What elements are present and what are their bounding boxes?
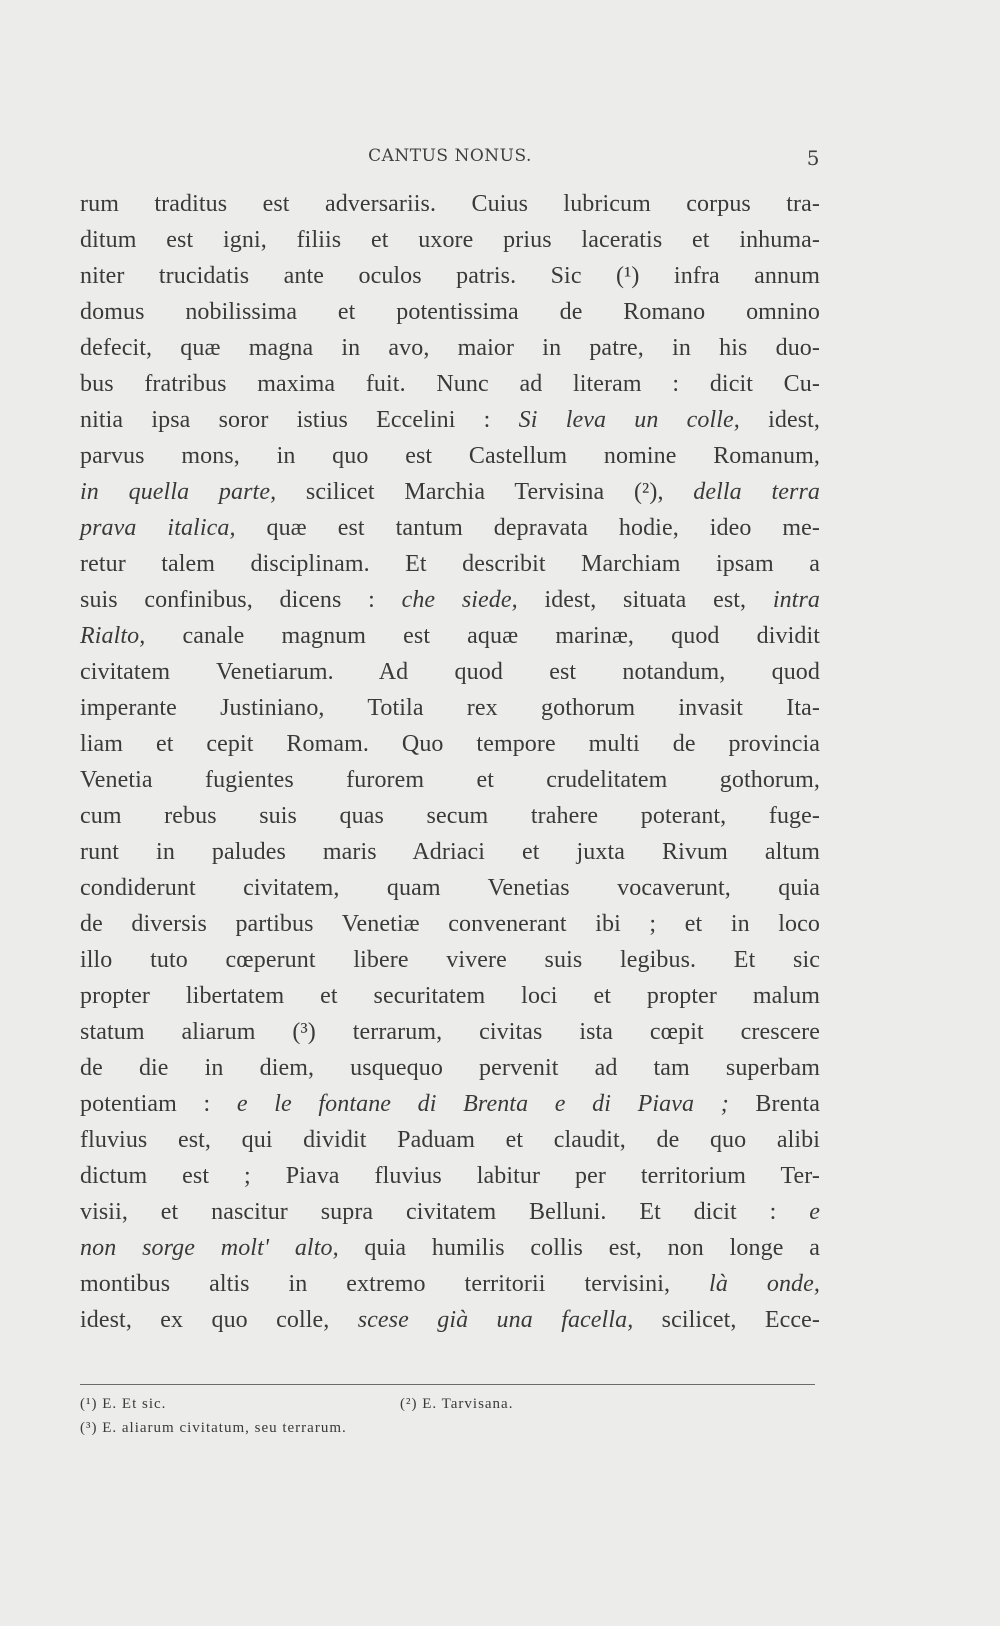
text-line <box>80 402 820 438</box>
text-segment: suis confinibus, dicens : <box>80 587 402 613</box>
text-segment: fluvius est, qui dividit Paduam et claudit, de quo alibi <box>80 1127 820 1153</box>
text-line <box>80 1122 820 1158</box>
text-line <box>80 438 820 474</box>
text-segment: cum rebus suis quas secum trahere poterant, fuge- <box>80 803 820 829</box>
text-line <box>80 1086 820 1122</box>
text-line <box>80 1050 820 1086</box>
text-segment: propter libertatem et securitatem loci et propter malum <box>80 983 820 1009</box>
text-line <box>80 366 820 402</box>
text-segment: Brenta <box>728 1091 820 1117</box>
text-line <box>80 726 820 762</box>
italic-quote: non sorge molt' alto, <box>80 1235 339 1261</box>
text-segment: idest, <box>739 407 821 433</box>
text-segment: bus fratribus maxima fuit. Nunc ad literam : dicit Cu- <box>80 371 820 397</box>
footnotes <box>80 1392 820 1440</box>
text-line <box>80 1194 820 1230</box>
text-segment: idest, situata est, <box>517 587 773 613</box>
text-line <box>80 834 820 870</box>
text-line <box>80 978 820 1014</box>
text-line <box>80 186 820 222</box>
text-segment: dictum est ; Piava fluvius labitur per territorium Ter- <box>80 1163 820 1189</box>
text-segment: defecit, quæ magna in avo, maior in patre, in his duo- <box>80 335 820 361</box>
text-segment: scilicet, Ecce- <box>633 1307 820 1333</box>
italic-quote: in quella parte, <box>80 479 277 505</box>
text-line <box>80 618 820 654</box>
italic-quote: che siede, <box>401 587 518 613</box>
italic-quote: scese già una facella, <box>357 1307 634 1333</box>
body-text <box>80 186 820 1338</box>
footnote-3: (³) E. aliarum civitatum, seu terrarum. <box>80 1420 347 1436</box>
text-segment: retur talem disciplinam. Et describit Marchiam ipsam a <box>80 551 820 577</box>
text-line <box>80 1158 820 1194</box>
text-segment: condiderunt civitatem, quam Venetias vocaverunt, quia <box>80 875 820 901</box>
text-line <box>80 942 820 978</box>
italic-quote: e le fontane di Brenta e di Piava ; <box>236 1091 729 1117</box>
text-line <box>80 798 820 834</box>
text-line <box>80 258 820 294</box>
text-line <box>80 546 820 582</box>
text-line <box>80 690 820 726</box>
chapter-title: CANTUS NONUS. <box>368 146 532 166</box>
text-segment: niter trucidatis ante oculos patris. Sic (¹) infra annum <box>80 263 820 289</box>
footnote-rule <box>80 1384 815 1385</box>
italic-quote: prava italica, <box>80 515 236 541</box>
text-segment: de die in diem, usquequo pervenit ad tam superbam <box>80 1055 820 1081</box>
text-segment: de diversis partibus Venetiæ convenerant ibi ; et in loco <box>80 911 820 937</box>
text-segment: scilicet Marchia Tervisina (²), <box>276 479 694 505</box>
footnote-1: (¹) E. Et sic. <box>80 1396 167 1412</box>
text-segment: civitatem Venetiarum. Ad quod est notandum, quod <box>80 659 820 685</box>
text-line <box>80 294 820 330</box>
text-segment: ditum est igni, filiis et uxore prius laceratis et inhuma- <box>80 227 820 253</box>
text-segment: canale magnum est aquæ marinæ, quod dividit <box>145 623 820 649</box>
text-segment: visii, et nascitur supra civitatem Belluni. Et dicit : <box>80 1199 810 1225</box>
text-line <box>80 1266 820 1302</box>
running-head <box>80 146 820 170</box>
text-line <box>80 1302 820 1338</box>
text-line <box>80 1230 820 1266</box>
text-segment: idest, ex quo colle, <box>80 1307 358 1333</box>
text-segment: domus nobilissima et potentissima de Romano omnino <box>80 299 820 325</box>
text-line <box>80 1014 820 1050</box>
text-segment: quia humilis collis est, non longe a <box>338 1235 820 1261</box>
footnote-2: (²) E. Tarvisana. <box>400 1396 514 1412</box>
text-segment: Venetia fugientes furorem et crudelitatem gothorum, <box>80 767 820 793</box>
text-line <box>80 330 820 366</box>
text-line <box>80 582 820 618</box>
text-segment: imperante Justiniano, Totila rex gothorum invasit Ita- <box>80 695 820 721</box>
text-segment: illo tuto cœperunt libere vivere suis legibus. Et sic <box>80 947 820 973</box>
italic-quote: intra <box>772 587 820 613</box>
text-segment: liam et cepit Romam. Quo tempore multi de provincia <box>80 731 820 757</box>
text-line <box>80 654 820 690</box>
text-line <box>80 870 820 906</box>
text-line <box>80 906 820 942</box>
text-line <box>80 762 820 798</box>
italic-quote: Rialto, <box>80 623 146 649</box>
text-segment: quæ est tantum depravata hodie, ideo me- <box>235 515 820 541</box>
italic-quote: Si leva un colle, <box>518 407 740 433</box>
text-segment: potentiam : <box>80 1091 237 1117</box>
italic-quote: della terra <box>693 479 821 505</box>
italic-quote: e <box>809 1199 820 1225</box>
text-segment: runt in paludes maris Adriaci et juxta Rivum altum <box>80 839 820 865</box>
text-segment: statum aliarum (³) terrarum, civitas ista cœpit crescere <box>80 1019 820 1045</box>
text-line <box>80 222 820 258</box>
text-segment: parvus mons, in quo est Castellum nomine Romanum, <box>80 443 820 469</box>
italic-quote: là onde, <box>709 1271 820 1297</box>
text-line <box>80 510 820 546</box>
page-number: 5 <box>806 146 820 170</box>
text-segment: rum traditus est adversariis. Cuius lubricum corpus tra- <box>80 191 820 217</box>
text-line <box>80 474 820 510</box>
text-segment: nitia ipsa soror istius Eccelini : <box>80 407 519 433</box>
text-segment: montibus altis in extremo territorii tervisini, <box>80 1271 710 1297</box>
